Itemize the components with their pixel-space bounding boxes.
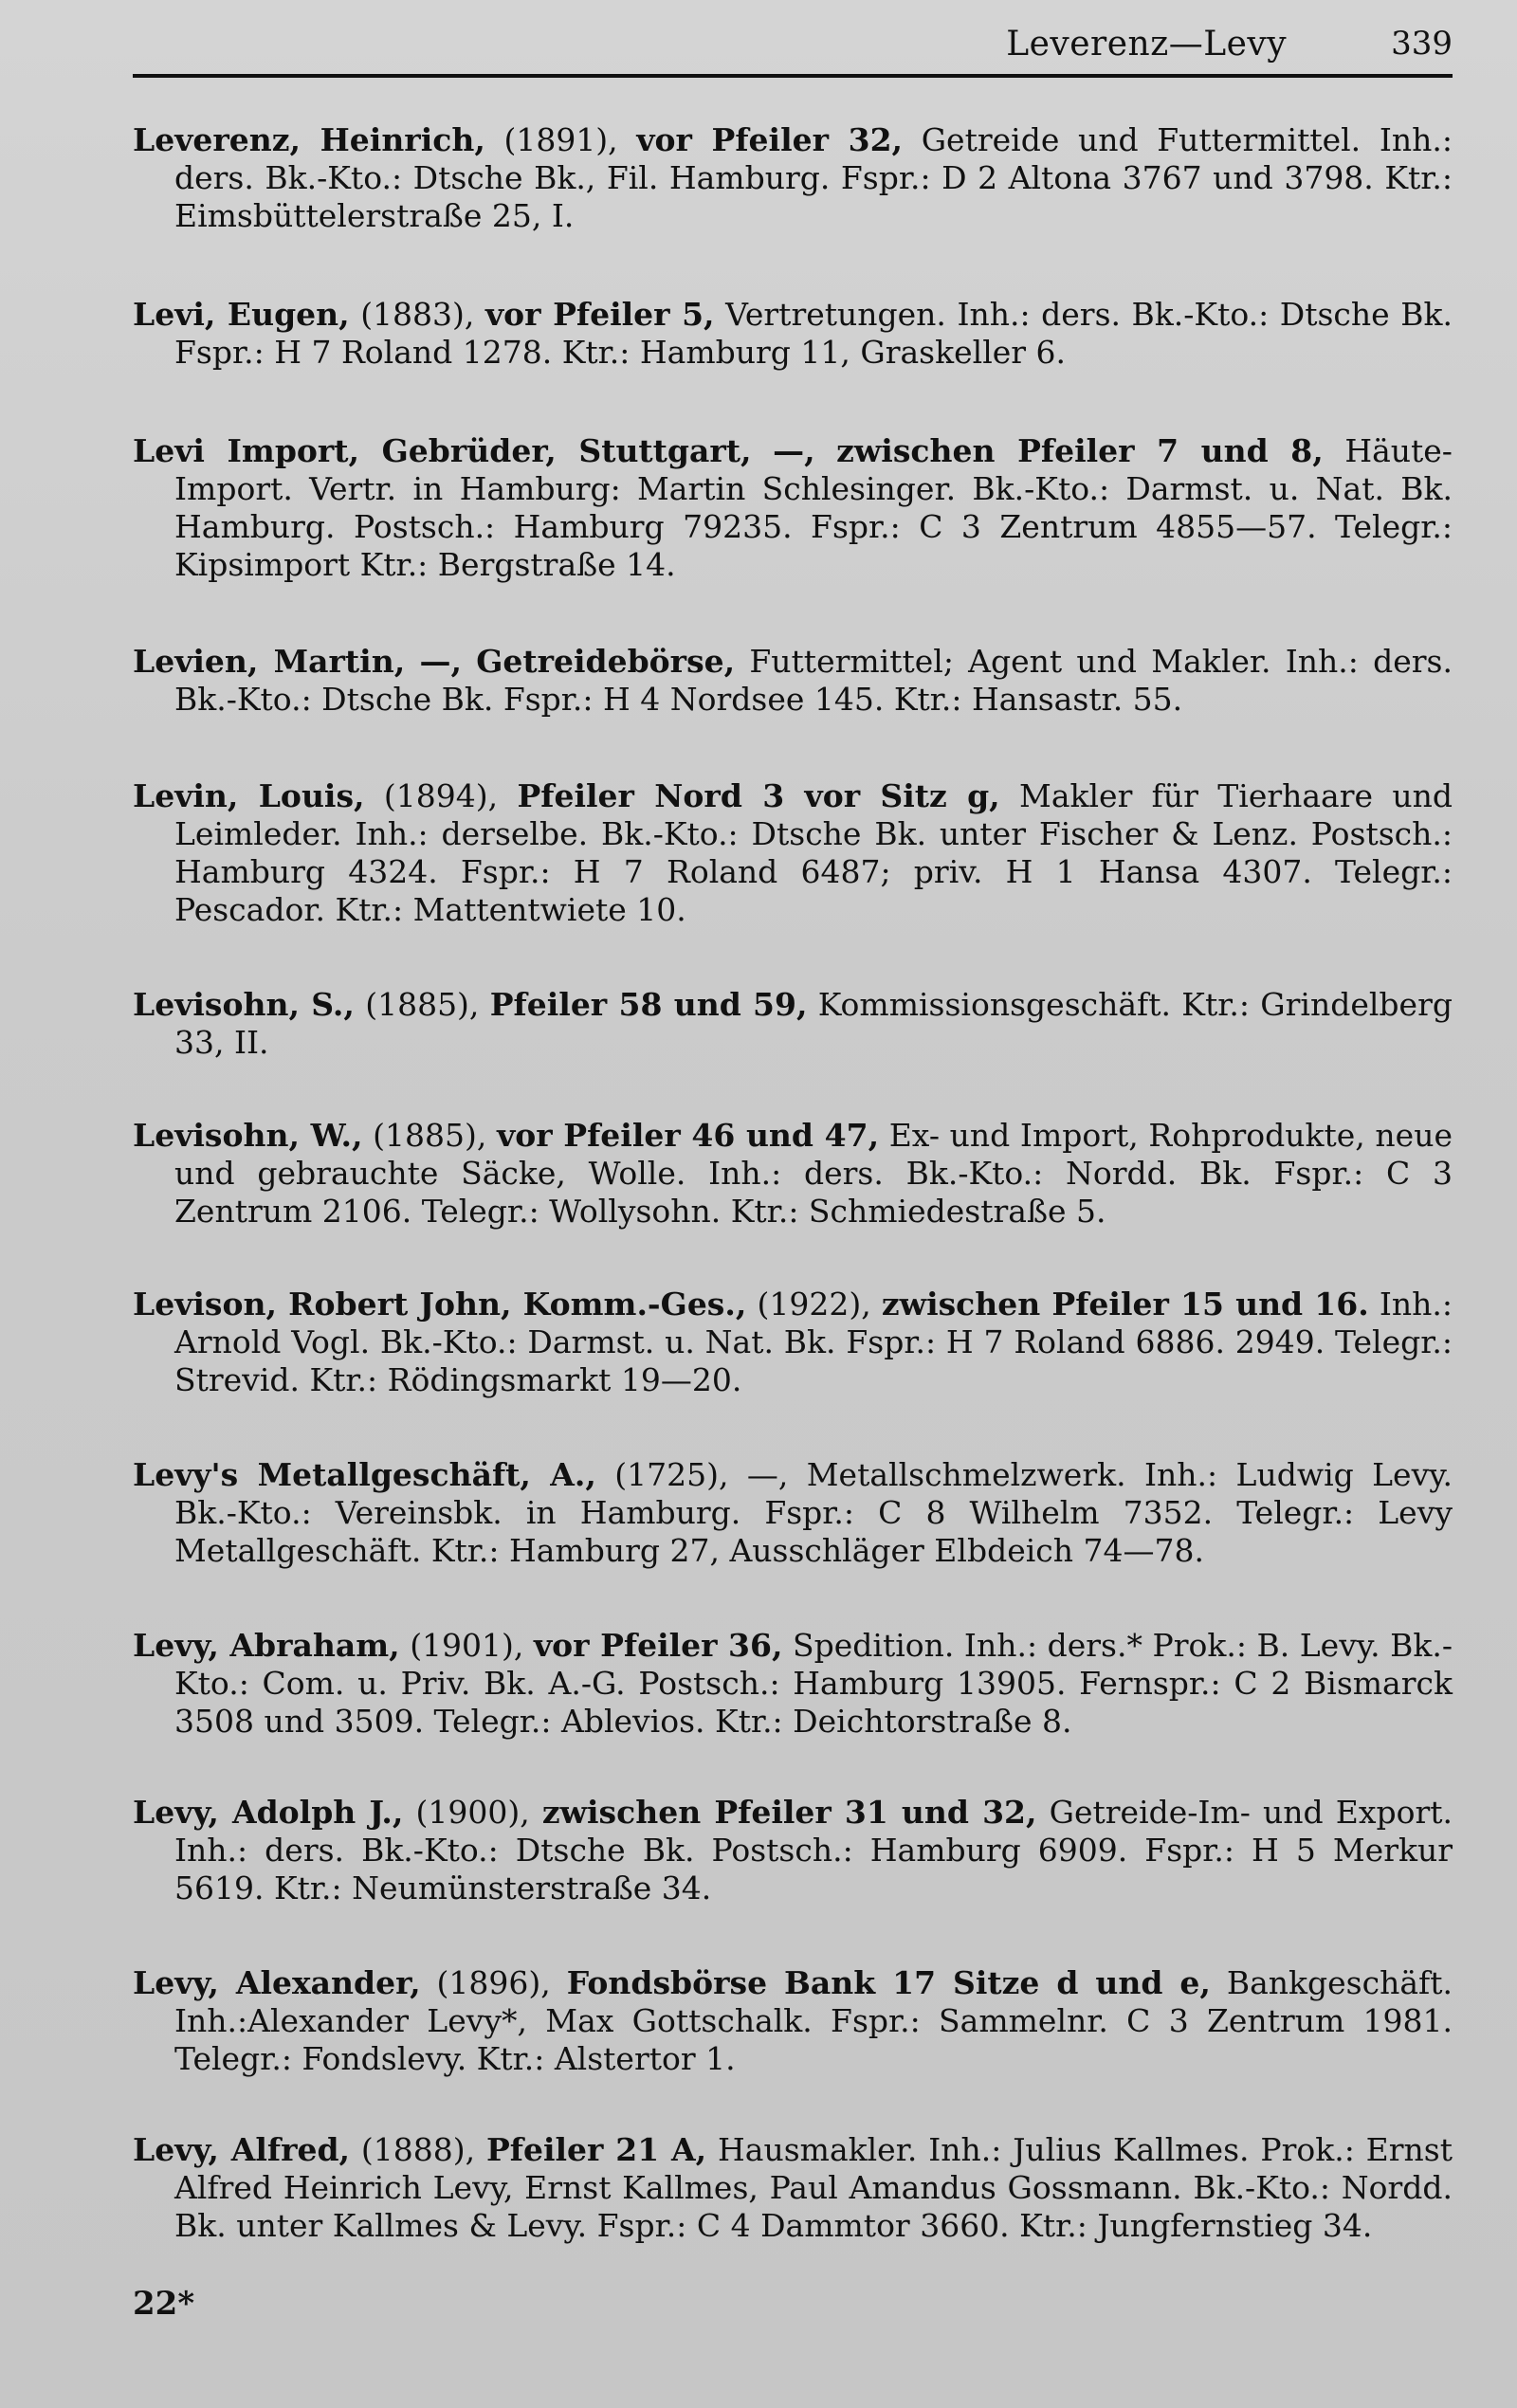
running-header [133, 21, 1453, 66]
directory-entry [133, 296, 1453, 372]
directory-entry [133, 1117, 1453, 1231]
entry-year: (1885), [365, 986, 480, 1023]
entry-name: Levien, Martin, [133, 643, 406, 680]
entry-name: Levy, Adolph J., [133, 1794, 404, 1831]
entry-text: Inh.: Arnold Vogl. Bk.-Kto.: Darmst. u. Nat. Bk. Fspr.: H 7 Roland 6886. 2949. Telegr.: Strevid. Ktr.: Rödingsmarkt 19—20. [174, 1286, 1453, 1398]
entry-year: (1922), [757, 1286, 871, 1323]
entry-year: (1888), [360, 2131, 476, 2168]
entry-name: Levi Import, Gebrüder, Stuttgart, [133, 432, 752, 469]
entry-location: vor Pfeiler 46 und 47, [497, 1117, 880, 1154]
entry-text: Getreide-Im- und Export. Inh.: ders. Bk.-Kto.: Dtsche Bk. Postsch.: Hamburg 6909. Fspr.: H 5 Merkur 5619. Ktr.: Neumünsterstraße 34. [174, 1794, 1453, 1906]
entry-year: —, [773, 432, 815, 469]
entry-name: Levy, Alfred, [133, 2131, 351, 2168]
entry-location: vor Pfeiler 32, [636, 121, 904, 158]
entry-location: Fondsbörse Bank 17 Sitze d und e, [566, 1964, 1211, 2001]
page-number: 339 [1391, 25, 1453, 63]
entry-location: zwischen Pfeiler 7 und 8, [836, 432, 1324, 469]
directory-entry [133, 986, 1453, 1062]
directory-entry [133, 777, 1453, 929]
entry-year: (1900), [415, 1794, 530, 1831]
entry-name: Levy, Alexander, [133, 1964, 421, 2001]
entry-name: Levy's Metallgeschäft, A., [133, 1456, 596, 1493]
entry-location: vor Pfeiler 5, [484, 296, 715, 333]
entry-location: Pfeiler 21 A, [485, 2131, 707, 2168]
entry-text: Makler für Tierhaare und Leimleder. Inh.: derselbe. Bk.-Kto.: Dtsche Bk. unter Fischer & Lenz. Postsch.: Hamburg 4324. Fspr.: H 7 Roland 6487; priv. H 1 Hansa 4307. Telegr.: Pescador. Ktr.: Mattentwiete 10. [174, 777, 1453, 928]
entry-year: (1883), [360, 296, 475, 333]
page-title: Leverenz—Levy [1006, 24, 1288, 64]
entry-name: Levisohn, S., [133, 986, 355, 1023]
entry-year: (1885), [373, 1117, 487, 1154]
entry-location: zwischen Pfeiler 31 und 32, [541, 1794, 1037, 1831]
entry-location: Pfeiler Nord 3 vor Sitz g, [517, 777, 1000, 814]
entry-year: (1894), [383, 777, 499, 814]
entry-location: —, [746, 1456, 789, 1493]
entry-name: Levi, Eugen, [133, 296, 350, 333]
header-rule [133, 74, 1453, 78]
entry-year: —, [419, 643, 462, 680]
entry-text: Ex- und Import, Rohprodukte, neue und gebrauchte Säcke, Wolle. Inh.: ders. Bk.-Kto.: Nordd. Bk. Fspr.: C 3 Zentrum 2106. Telegr.: Wollysohn. Ktr.: Schmiedestraße 5. [174, 1117, 1453, 1230]
entry-location: zwischen Pfeiler 15 und 16. [881, 1286, 1369, 1323]
directory-entry [133, 432, 1453, 584]
entry-text: Futtermittel; Agent und Makler. Inh.: ders. Bk.-Kto.: Dtsche Bk. Fspr.: H 4 Nordsee 145. Ktr.: Hansastr. 55. [174, 643, 1453, 718]
entry-text: Metallschmelzwerk. Inh.: Ludwig Levy. Bk.-Kto.: Vereinsbk. in Hamburg. Fspr.: C 8 Wilhelm 7352. Telegr.: Levy Metallgeschäft. Ktr.: Hamburg 27, Ausschläger Elbdeich 74—78. [174, 1456, 1453, 1569]
entry-text: Kommissionsgeschäft. Ktr.: Grindelberg 33, II. [174, 986, 1453, 1061]
directory-entry [133, 1794, 1453, 1907]
directory-entry [133, 121, 1453, 235]
entry-location: vor Pfeiler 36, [533, 1627, 783, 1664]
directory-entry [133, 1627, 1453, 1741]
directory-entry [133, 1964, 1453, 2078]
entry-location: Getreidebörse, [476, 643, 736, 680]
entry-year: (1901), [410, 1627, 524, 1664]
entry-year: (1725), [614, 1456, 729, 1493]
entry-year: (1891), [503, 121, 618, 158]
directory-entry [133, 1456, 1453, 1570]
entry-year: (1896), [436, 1964, 551, 2001]
directory-entry [133, 2131, 1453, 2245]
entry-text: Hausmakler. Inh.: Julius Kallmes. Prok.: Ernst Alfred Heinrich Levy, Ernst Kallmes, Paul Amandus Gossmann. Bk.-Kto.: Nordd. Bk. unter Kallmes & Levy. Fspr.: C 4 Dammtor 3660. Ktr.: Jungfernstieg 34. [174, 2131, 1453, 2244]
entry-name: Leverenz, Heinrich, [133, 121, 485, 158]
directory-entry [133, 643, 1453, 719]
entry-name: Levison, Robert John, Komm.-Ges., [133, 1286, 747, 1323]
signature-mark: 22* [133, 2285, 195, 2323]
entry-text: Getreide und Futtermittel. Inh.: ders. Bk.-Kto.: Dtsche Bk., Fil. Hamburg. Fspr.: D 2 Altona 3767 und 3798. Ktr.: Eimsbüttelerstraße 25, I. [174, 121, 1453, 234]
entry-text: Bankgeschäft. Inh.:Alexander Levy*, Max Gottschalk. Fspr.: Sammelnr. C 3 Zentrum 1981. Telegr.: Fondslevy. Ktr.: Alstertor 1. [174, 1964, 1453, 2077]
entry-location: Pfeiler 58 und 59, [489, 986, 808, 1023]
directory-entry [133, 1286, 1453, 1399]
entry-name: Levisohn, W., [133, 1117, 363, 1154]
entry-text: Spedition. Inh.: ders.* Prok.: B. Levy. Bk.-Kto.: Com. u. Priv. Bk. A.-G. Postsch.: Hamburg 13905. Fernspr.: C 2 Bismarck 3508 und 3509. Telegr.: Ablevios. Ktr.: Deichtorstraße 8. [174, 1627, 1453, 1740]
entry-text: Vertretungen. Inh.: ders. Bk.-Kto.: Dtsche Bk. Fspr.: H 7 Roland 1278. Ktr.: Hamburg 11, Graskeller 6. [174, 296, 1453, 371]
entry-name: Levy, Abraham, [133, 1627, 400, 1664]
entry-name: Levin, Louis, [133, 777, 365, 814]
entry-text: Häute-Import. Vertr. in Hamburg: Martin Schlesinger. Bk.-Kto.: Darmst. u. Nat. Bk. Hamburg. Postsch.: Hamburg 79235. Fspr.: C 3 Zentrum 4855—57. Telegr.: Kipsimport Ktr.: Bergstraße 14. [174, 432, 1453, 583]
